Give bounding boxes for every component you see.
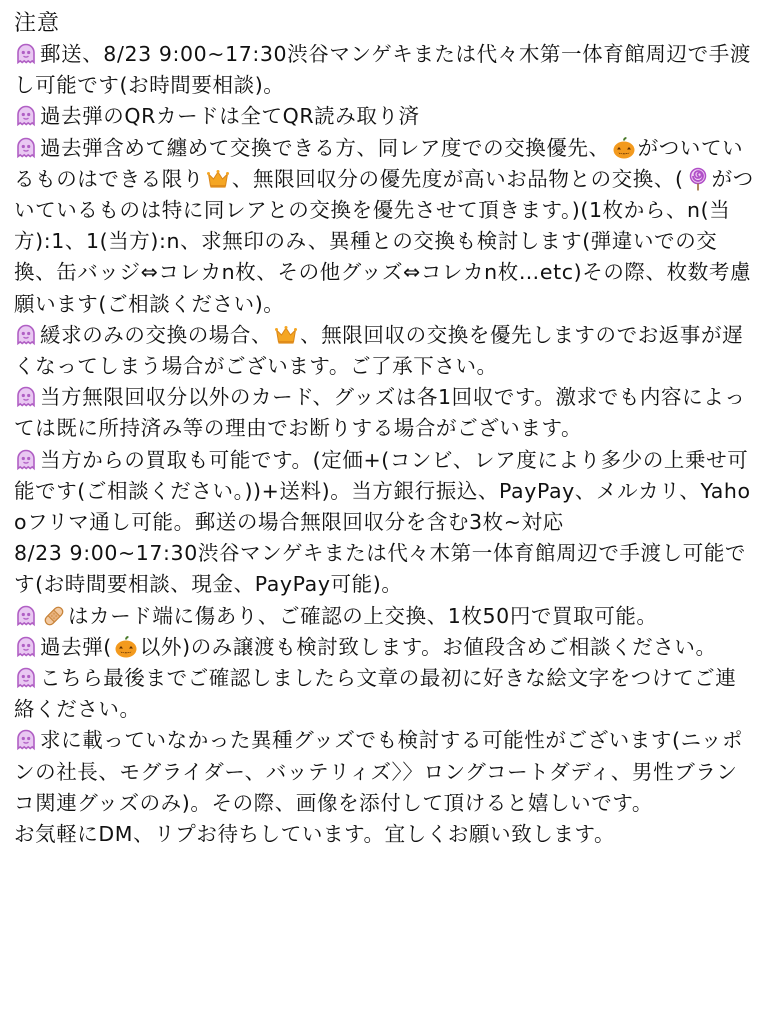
notice-heading: 注意: [14, 11, 61, 36]
notice-paragraph: [14, 39, 754, 101]
notice-paragraph: [14, 819, 754, 850]
notice-paragraph: [14, 663, 754, 725]
ghost-icon: [14, 728, 38, 752]
crown-icon: [274, 323, 298, 347]
ghost-icon: [14, 666, 38, 690]
paragraph-text: がついているものはできる限り: [14, 135, 744, 191]
paragraph-text: 過去弾含めて纏めて交換できる方、同レア度での交換優先、: [40, 135, 610, 160]
crown-icon: [206, 167, 230, 191]
jack-o-lantern-icon: [114, 635, 138, 659]
notice-paragraph: [14, 320, 754, 382]
paragraph-text: 過去弾(: [40, 634, 112, 659]
paragraph-text: お気軽にDM、リプお待ちしています。宜しくお願い致します。: [14, 822, 616, 847]
notice-paragraph: [14, 632, 754, 663]
notice-paragraph: [14, 101, 754, 132]
notice-paragraph: [14, 382, 754, 444]
ghost-icon: [14, 136, 38, 160]
paragraph-text: 求に載っていなかった異種グッズでも検討する可能性がございます(ニッポンの社長、モグライダー、バッテリィズ〉〉ロングコートダディ、男性ブランコ関連グッズのみ)。その際、画像を添付して頂けると嬉しいです。: [14, 728, 744, 815]
bandage-icon: [42, 604, 66, 628]
notice-paragraph: [14, 538, 754, 600]
ghost-icon: [14, 385, 38, 409]
notice-paragraph: [14, 601, 754, 632]
paragraph-text: 以外)のみ譲渡も検討致します。お値段含めご相談ください。: [139, 634, 717, 659]
ghost-icon: [14, 104, 38, 128]
ghost-icon: [14, 42, 38, 66]
notice-body: [14, 39, 754, 850]
paragraph-text: こちら最後までご確認しましたら文章の最初に好きな絵文字をつけてご連絡ください。: [14, 666, 737, 722]
paragraph-text: 過去弾のQRカードは全てQR読み取り済: [40, 104, 420, 129]
lollipop-icon: [686, 167, 710, 191]
ghost-icon: [14, 635, 38, 659]
paragraph-text: 当方からの買取も可能です。(定価+(コンビ、レア度により多少の上乗せ可能です(ご相談ください。))+送料)。当方銀行振込、PayPay、メルカリ、Yahooフリマ通し可能。郵送の場合無限回収分を含む3枚~対応: [14, 447, 751, 535]
ghost-icon: [14, 448, 38, 472]
ghost-icon: [14, 323, 38, 347]
paragraph-text: がついているものは特に同レアとの交換を優先させて頂きます。)(1枚から、n(当方):1、1(当方):n、求無印のみ、異種との交換も検討します(弾違いでの交換、缶バッジ⇔コレカn枚、その他グッズ⇔コレカn枚…etc)その際、枚数考慮願います(ご相談ください)。: [14, 166, 754, 316]
ghost-icon: [14, 604, 38, 628]
paragraph-text: 、無限回収の交換を優先しますのでお返事が遅くなってしまう場合がございます。ご了承下さい。: [14, 322, 744, 379]
paragraph-text: 、無限回収分の優先度が高いお品物との交換、(: [231, 166, 684, 191]
paragraph-text: はカード端に傷あり、ご確認の上交換、1枚50円で買取可能。: [68, 603, 658, 628]
paragraph-text: 郵送、8/23 9:00~17:30渋谷マンゲキまたは代々木第一体育館周辺で手渡し可能です(お時間要相談)。: [14, 42, 751, 98]
notice-paragraph: [14, 133, 754, 320]
paragraph-text: 緩求のみの交換の場合、: [40, 322, 273, 347]
notice-paragraph: [14, 725, 754, 819]
notice-paragraph: [14, 445, 754, 539]
jack-o-lantern-icon: [612, 136, 636, 160]
paragraph-text: 8/23 9:00~17:30渋谷マンゲキまたは代々木第一体育館周辺で手渡し可能です(お時間要相談、現金、PayPay可能)。: [14, 541, 747, 597]
paragraph-text: 当方無限回収分以外のカード、グッズは各1回収です。激求でも内容によっては既に所持済み等の理由でお断りする場合がございます。: [14, 385, 746, 441]
